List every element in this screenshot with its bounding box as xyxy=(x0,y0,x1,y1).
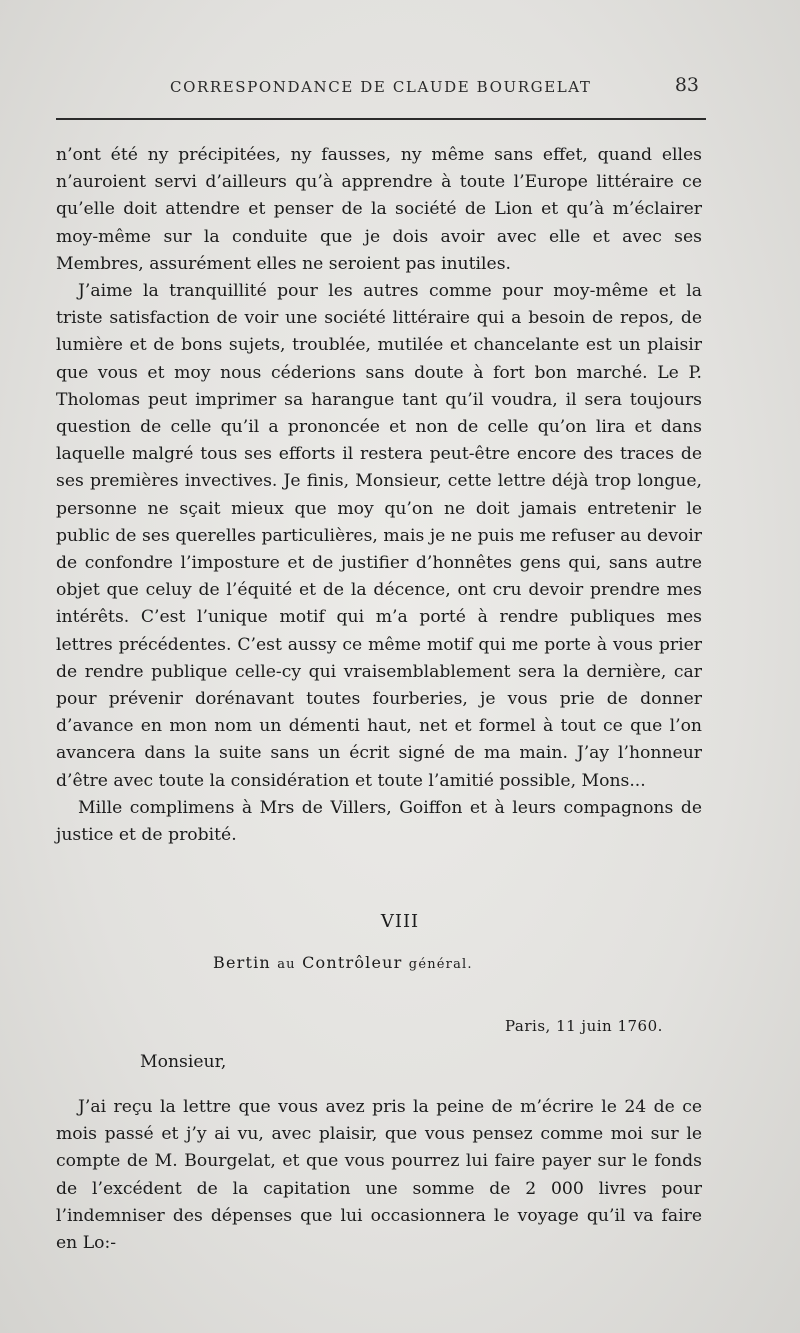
paragraph-main: J’aime la tranquillité pour les autres comme pour moy-même et la triste satisfaction de voir une société littéraire qui a besoin de repos, de lumière et de bons sujets, troublée, mutilée et chancelante est un plaisir que vous et moy nous céderions sans doute à fort bon marché. Le P. Tholomas peut imprimer sa harangue tant qu’il voudra, il sera toujours question de celle qu’il a prononcée et non de celle qu’on lira et dans laquelle malgré tous ses efforts il restera peut-être encore des traces de ses premières invectives. Je finis, Monsieur, cette lettre déjà trop longue, personne ne sçait mieux que moy qu’on ne doit jamais entretenir le public de ses querelles particulières, mais je ne puis me refuser au devoir de confondre l’imposture et de justifier d’honnêtes gens qui, sans autre objet que celuy de l’équité et de la décence, ont cru devoir prendre mes intérêts. C’est l’unique motif qui m’a porté à rendre publiques mes lettres précédentes. C’est aussy ce même motif qui me porte à vous prier de rendre publique celle-cy qui vraisemblablement sera la dernière, car pour prévenir dorénavant toutes fourberies, je vous prie de donner d’avance en mon nom un démenti haut, net et formel à tout ce que l’on avancera dans la suite sans un écrit signé de ma main. J’ay l’honneur d’être avec toute la considération et toute l’amitié possible, Mons... xyxy=(56,281,702,791)
paragraph-continuation: n’ont été ny précipitées, ny fausses, ny même sans effet, quand elles n’auroient servi d’ailleurs qu’à apprendre à toute l’Europe littéraire ce qu’elle doit attendre et penser de la société de Lion et qu’à m’éclairer moy-même sur la conduite que je dois avoir avec elle et avec ses Membres, assurément elles ne seroient pas inutiles. xyxy=(56,145,702,274)
letter-title-word: au xyxy=(277,957,296,972)
main-text xyxy=(56,142,702,849)
letter-title-word: Contrôleur xyxy=(302,953,403,972)
letter-paragraph: J’ai reçu la lettre que vous avez pris la peine de m’écrire le 24 de ce mois passé et j’y ai vu, avec plaisir, que vous pensez comme moi sur le compte de M. Bourgelat, et que vous pourrez lui faire payer sur le fonds de l’excédent de la capitation une somme de 2 000 livres pour l’indemniser des dépenses que lui occasionnera le voyage qu’il va faire en Lo:- xyxy=(56,1097,702,1254)
paragraph-postscript: Mille complimens à Mrs de Villers, Goiffon et à leurs compagnons de justice et de probité. xyxy=(56,797,702,846)
header-rule xyxy=(56,118,706,120)
dateline: Paris, 11 juin 1760. xyxy=(505,1017,663,1035)
letter-title-word: général. xyxy=(408,957,473,972)
letter-body xyxy=(56,1094,702,1257)
letter-number: VIII xyxy=(380,911,420,932)
page-number: 83 xyxy=(674,74,699,96)
running-title: CORRESPONDANCE DE CLAUDE BOURGELAT xyxy=(170,78,592,96)
page-header xyxy=(170,74,705,102)
letter-title xyxy=(213,953,473,972)
letter-title-word: Bertin xyxy=(213,953,271,972)
salutation: Monsieur, xyxy=(140,1052,227,1072)
